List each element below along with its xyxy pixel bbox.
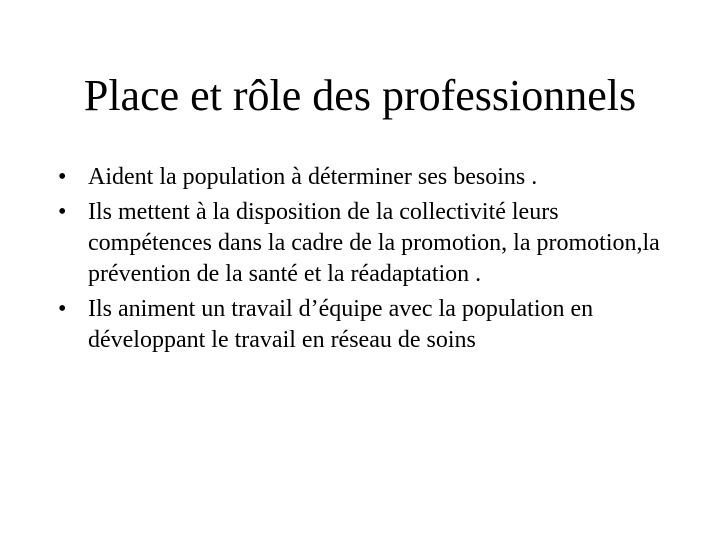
bullet-icon: • [58, 164, 67, 190]
bullet-list [58, 162, 678, 360]
bullet-text: Ils animent un travail d’équipe avec la population en développant le travail en réseau de soins [88, 296, 594, 353]
bullet-icon: • [58, 199, 67, 225]
bullet-item [58, 294, 678, 356]
bullet-item [58, 197, 678, 290]
bullet-text: Aident la population à déterminer ses besoins . [88, 164, 538, 190]
bullet-text: Ils mettent à la disposition de la collectivité leurs compétences dans la cadre de la promotion, la promotion,la prévention de la santé et la réadaptation . [88, 199, 660, 287]
slide-title: Place et rôle des professionnels [83, 71, 637, 120]
bullet-item [58, 162, 678, 193]
bullet-icon: • [58, 296, 67, 322]
